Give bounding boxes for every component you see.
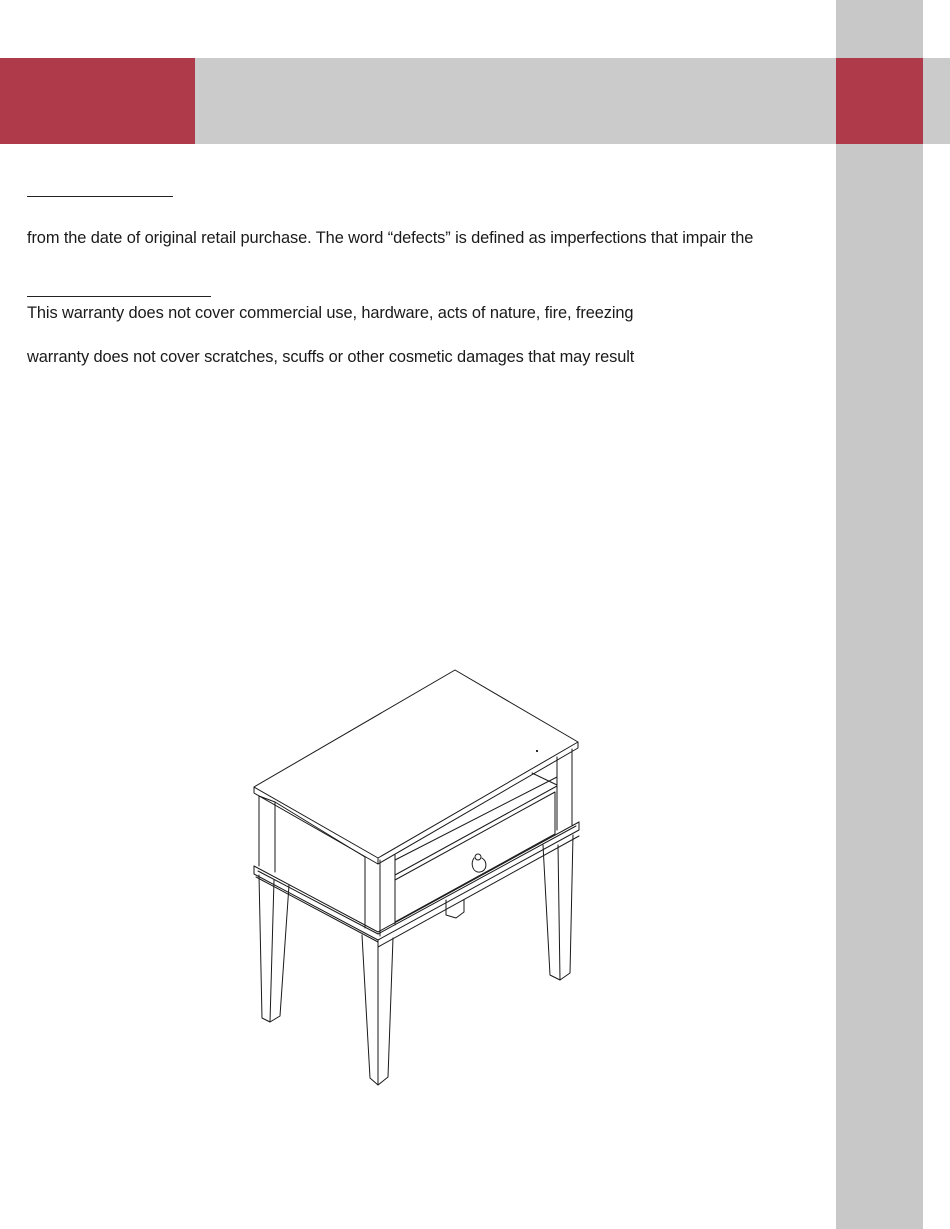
section-heading-underline-2 — [27, 296, 211, 297]
header-accent-right — [836, 58, 923, 144]
header-accent-left — [0, 58, 195, 144]
right-side-stripe — [836, 0, 923, 1229]
back-right-leg — [543, 835, 573, 980]
front-right-leg — [362, 935, 393, 1085]
bottom-molding — [254, 822, 579, 947]
table-top — [254, 670, 578, 864]
nightstand-illustration — [240, 660, 600, 1100]
warranty-text-line-2: This warranty does not cover commercial use, hardware, acts of nature, fire, freezing — [27, 304, 634, 322]
section-heading-underline-1 — [27, 196, 173, 197]
warranty-text-line-3: warranty does not cover scratches, scuffs or other cosmetic damages that may result — [27, 348, 635, 366]
drawer-pull-icon — [472, 854, 486, 872]
warranty-text-line-1: from the date of original retail purchase. The word “defects” is defined as imperfections that impair the — [27, 229, 754, 247]
front-left-leg — [259, 875, 289, 1022]
back-left-leg-stub — [446, 900, 464, 918]
